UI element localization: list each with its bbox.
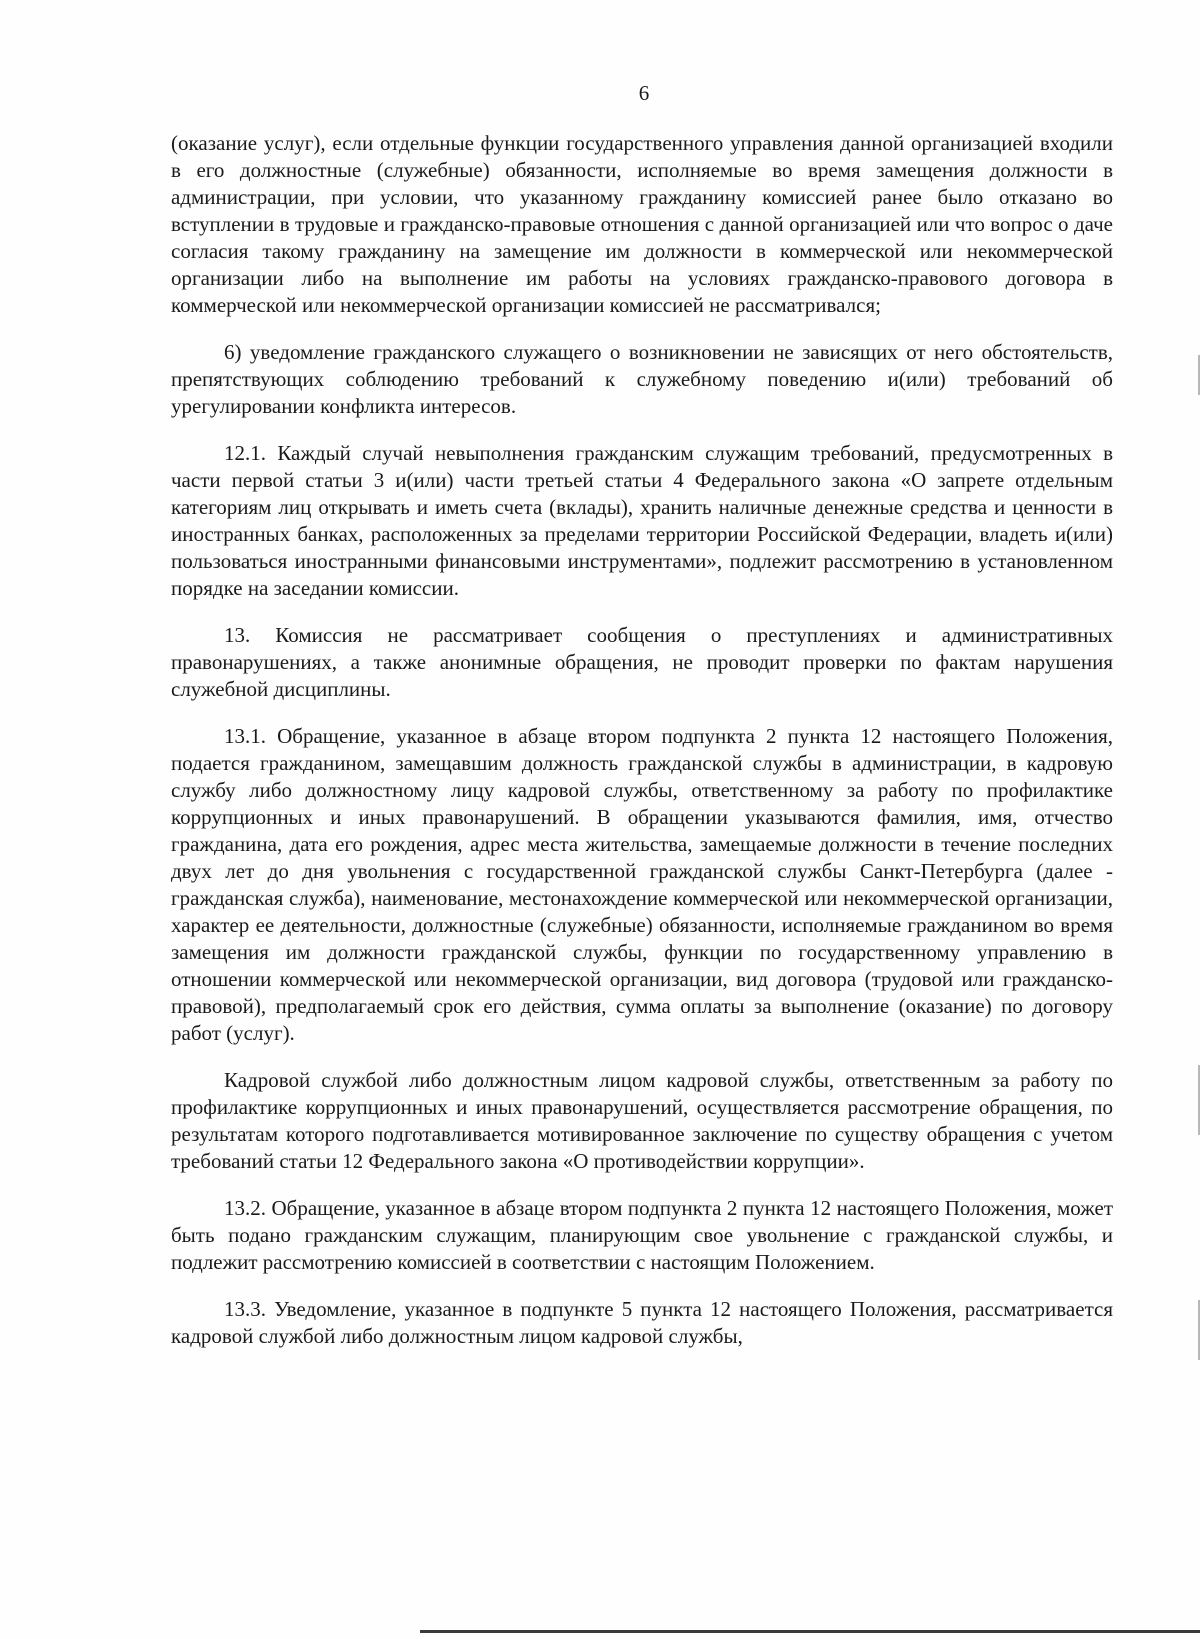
paragraph-item-6: 6) уведомление гражданского служащего о возникновении не зависящих от него обстоятельств, препятствующих соблюдению требований к служебному поведению и(или) требований об урегулировании конфликта интересов. [171,340,1113,418]
scan-bottom-edge [420,1630,1200,1633]
paragraph-13-2: 13.2. Обращение, указанное в абзаце втором подпункта 2 пункта 12 настоящего Положения, может быть подано гражданским служащим, планирующим свое увольнение с гражданской службы, и подлежит рассмотрению комиссией в соответствии с настоящим Положением. [171,1196,1113,1274]
paragraph-hr-review: Кадровой службой либо должностным лицом кадровой службы, ответственным за работу по профилактике коррупционных и иных правонарушений, осуществляется рассмотрение обращения, по результатам которого подготавливается мотивированное заключение по существу обращения с учетом требований статьи 12 Федерального закона «О противодействии коррупции». [171,1068,1113,1173]
paragraph-continuation: (оказание услуг), если отдельные функции государственного управления данной организацией входили в его должностные (служебные) обязанности, исполняемые во время замещения должности в администрации, при условии, что указанному гражданину комиссией ранее было отказано во вступлении в трудовые и гражданско-правовые отношения с данной организацией или что вопрос о даче согласия такому гражданину на замещение им должности в коммерческой или некоммерческой организации либо на выполнение им работы на условиях гражданско-правового договора в коммерческой или некоммерческой организации комиссией не рассматривался; [171,131,1113,317]
paragraph-13-1: 13.1. Обращение, указанное в абзаце втором подпункта 2 пункта 12 настоящего Положения, подается гражданином, замещавшим должность гражданской службы в администрации, в кадровую службу либо должностному лицу кадровой службы, ответственному за работу по профилактике коррупционных и иных правонарушений. В обращении указываются фамилия, имя, отчество гражданина, дата его рождения, адрес места жительства, замещаемые должности в течение последних двух лет до дня увольнения с государственной гражданской службы Санкт-Петербурга (далее - гражданская служба), наименование, местонахождение коммерческой или некоммерческой организации, характер ее деятельности, должностные (служебные) обязанности, исполняемые гражданином во время замещения им должности гражданской службы, функции по государственному управлению в отношении коммерческой или некоммерческой организации, вид договора (трудовой или гражданско-правовой), предполагаемый срок его действия, сумма оплаты за выполнение (оказание) по договору работ (услуг). [171,724,1113,1045]
paragraph-13-3: 13.3. Уведомление, указанное в подпункте 5 пункта 12 настоящего Положения, рассматривается кадровой службой либо должностным лицом кадровой службы, [171,1297,1113,1348]
paragraph-12-1: 12.1. Каждый случай невыполнения гражданским служащим требований, предусмотренных в части первой статьи 3 и(или) части третьей статьи 4 Федерального закона «О запрете отдельным категориям лиц открывать и иметь счета (вклады), хранить наличные денежные средства и ценности в иностранных банках, расположенных за пределами территории Российской Федерации, владеть и(или) пользоваться иностранными финансовыми инструментами», подлежит рассмотрению в установленном порядке на заседании комиссии. [171,441,1113,600]
page-number: 6 [638,81,650,105]
document-body [171,130,1113,1370]
paragraph-13: 13. Комиссия не рассматривает сообщения о преступлениях и административных правонарушениях, а также анонимные обращения, не проводит проверки по фактам нарушения служебной дисциплины. [171,623,1113,701]
